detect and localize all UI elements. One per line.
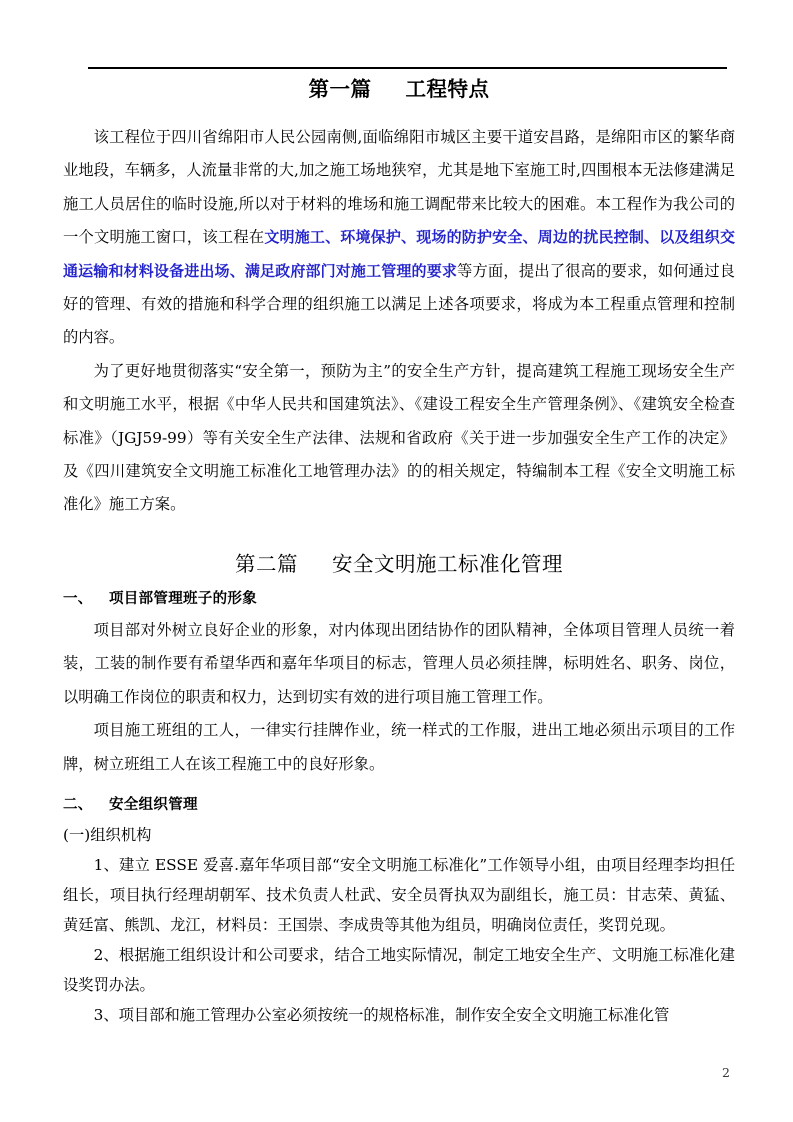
paragraph-1-pre-text: 该工程位于四川省绵阳市人民公园南侧,面临绵阳市城区主要干道安昌路，是绵阳市区的繁华商业地段，车辆多，人流量非常的大,加之施工场地狭窄，尤其是地下室施工时,四围根本无法修建满足施工人员居住的临时设施,所以对于材料的堆场和施工调配带来比较大的困难。本工程作为我公司的一个文明施工窗口，该工程在 [63,128,735,247]
header-rule [88,67,727,69]
section-one-paragraph-2: 项目施工班组的工人，一律实行挂牌作业，统一样式的工作服，进出工地必须出示项目的工作牌，树立班组工人在该工程施工中的良好形象。 [63,721,735,773]
part-one-title [63,72,735,106]
spacer [63,112,735,121]
paragraph-1-highlight-text: 文明施工、环境保护、现场的防护安全、周边的扰民控制、以及组织交通运输和材料设备进出场、满足政府部门对施工管理的要求 [63,228,735,280]
section-heading-one [63,584,735,614]
part-one-paragraph-1 [63,121,735,355]
subsection-label-organization: (一)组织机构 [63,825,152,844]
page-number: 2 [722,1065,730,1080]
list-item: 3、项目部和施工管理办公室必须按统一的规格标准，制作安全安全文明施工标准化管 [93,1005,670,1024]
part-one-paragraph-2: 为了更好地贯彻落实“安全第一，预防为主”的安全生产方针，提高建筑工程施工现场安全生产和文明施工水平，根据《中华人民共和国建筑法》、《建设工程安全生产管理条例》、《建筑安全检查标准》（JGJ59-99）等有关安全生产法律、法规和省政府《关于进一步加强安全生产工作的决定》及《四川建筑安全文明施工标准化工地管理办法》的的相关规定，特编制本工程《安全文明施工标准化》施工方案。 [63,361,735,514]
section-one-paragraph-1: 项目部对外树立良好企业的形象，对内体现出团结协作的团队精神，全体项目管理人员统一着装，工装的制作要有希望华西和嘉年华项目的标志，管理人员必须挂牌，标明姓名、职务、岗位，以明确工作岗位的职责和权力，达到切实有效的进行项目施工管理工作。 [63,620,735,706]
part-two-title [63,544,735,584]
section-heading-two [63,790,735,820]
section-one-heading-text: 项目部管理班子的形象 [109,590,257,607]
part-one-title-text: 工程特点 [405,77,490,101]
list-item: 1、建立 ESSE 爱喜.嘉年华项目部“安全文明施工标准化”工作领导小组，由项目经理李均担任组长，项目执行经理胡朝军、技术负责人杜武、安全员胥执双为副组长，施工员：甘志荣、黄猛、黄廷富、熊凯、龙江，材料员：王国崇、李成贵等其他为组员，明确岗位责任，奖罚兑现。 [63,855,735,934]
spacer [63,522,735,544]
document-content [63,72,735,1030]
paragraph-1-post-text: 等方面，提出了很高的要求，如何通过良好的管理、有效的措施和科学合理的组织施工以满足上述各项要求，将成为本工程重点管理和控制的内容。 [63,261,735,347]
part-one-label: 第一篇 [308,77,372,101]
section-two-number: 二、 [63,796,93,813]
part-two-title-text: 安全文明施工标准化管理 [332,551,563,576]
section-one-number: 一、 [63,590,93,607]
list-item: 2、根据施工组织设计和公司要求，结合工地实际情况，制定工地安全生产、文明施工标准化建设奖罚办法。 [63,945,735,994]
section-two-heading-text: 安全组织管理 [109,796,198,813]
part-two-label: 第二篇 [235,551,298,576]
spacer [63,781,735,790]
